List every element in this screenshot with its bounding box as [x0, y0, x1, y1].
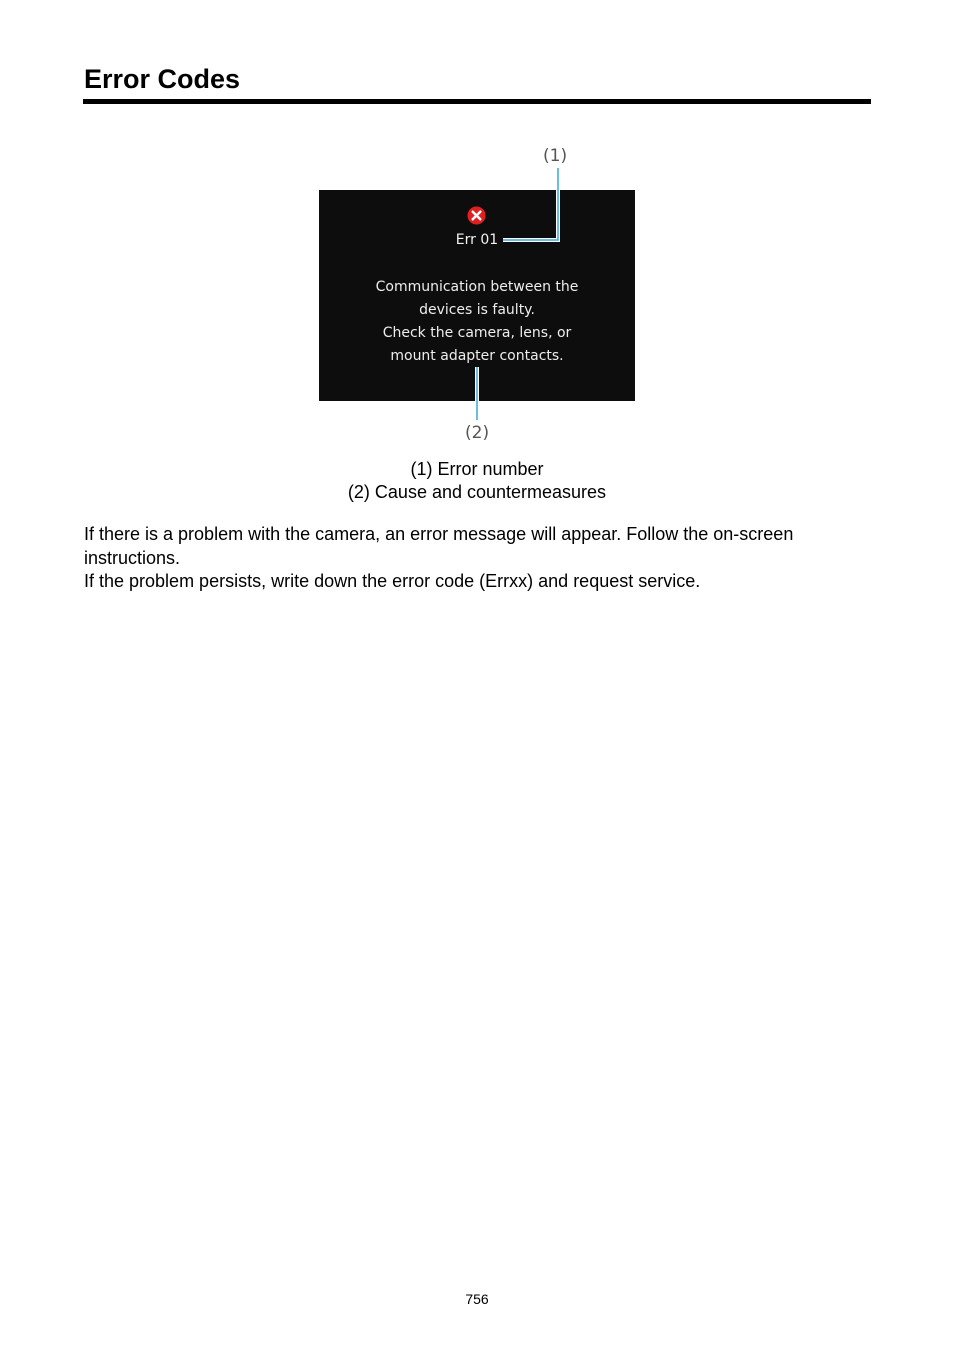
- camera-error-screen: [319, 190, 635, 401]
- error-message-line: mount adapter contacts.: [390, 348, 564, 364]
- title-underline: [83, 99, 871, 104]
- error-number: Err 01: [455, 232, 499, 248]
- error-message-line: Communication between the: [375, 279, 579, 295]
- error-message-line: Check the camera, lens, or: [382, 325, 572, 341]
- callout-1-label: (1): [543, 146, 568, 166]
- page-title: Error Codes: [84, 64, 241, 94]
- error-message: [319, 276, 635, 368]
- error-message-line: devices is faulty.: [419, 302, 535, 318]
- body-paragraph: If the problem persists, write down the error code (Errxx) and request service.: [84, 571, 701, 591]
- caption-cause-countermeasures: (2) Cause and countermeasures: [347, 482, 607, 502]
- caption-error-number: (1) Error number: [410, 459, 544, 479]
- error-screen-figure: [300, 140, 654, 450]
- page-number: 756: [465, 1291, 489, 1307]
- callout-2-label: (2): [465, 423, 490, 443]
- error-x-icon: [467, 206, 486, 225]
- body-paragraph: If there is a problem with the camera, an error message will appear. Follow the on-screen instructions.: [84, 524, 794, 568]
- body-text: [84, 523, 864, 594]
